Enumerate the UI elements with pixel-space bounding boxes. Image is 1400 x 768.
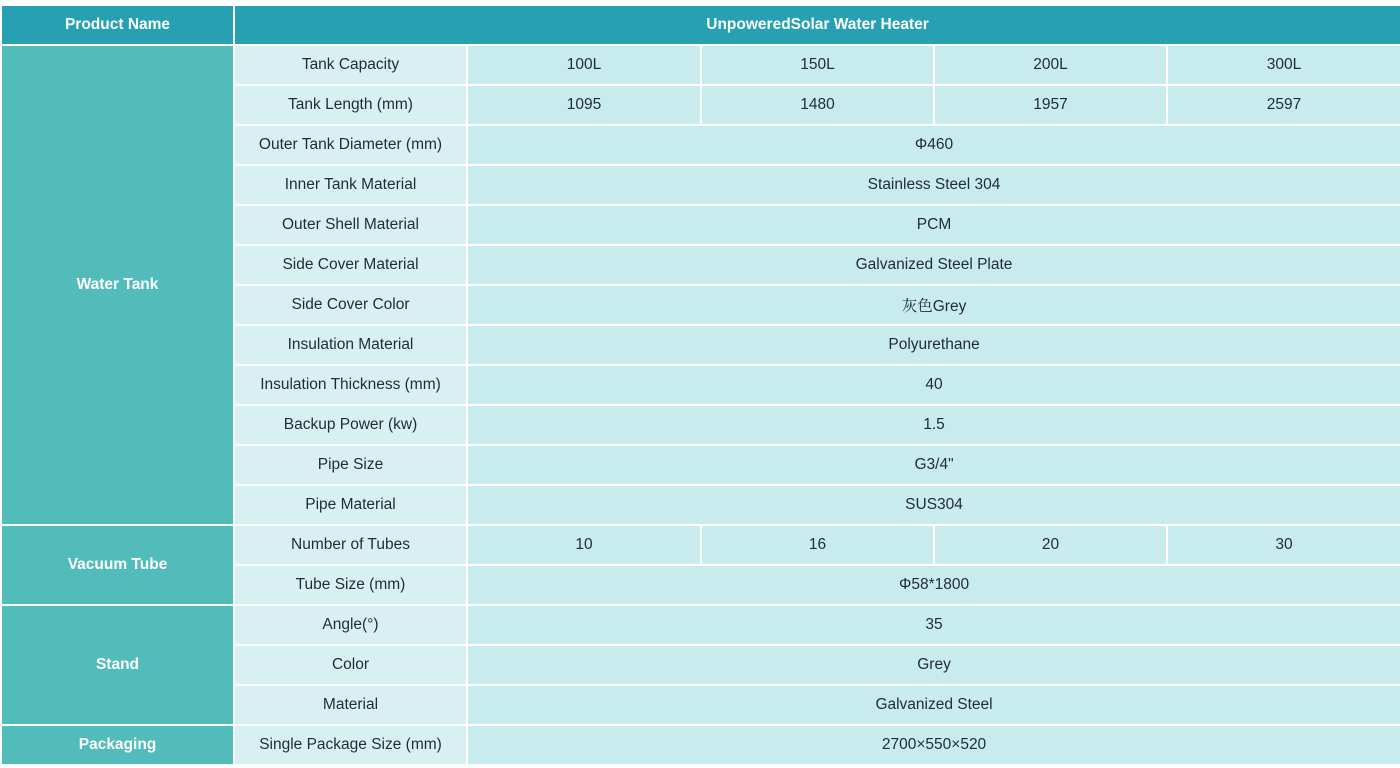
row-label: Side Cover Color xyxy=(234,285,467,325)
cell-value: 40 xyxy=(467,365,1400,405)
cell-value: 30 xyxy=(1167,525,1400,565)
cell-value: 1.5 xyxy=(467,405,1400,445)
cell-value: 1095 xyxy=(467,85,701,125)
cell-value: Stainless Steel 304 xyxy=(467,165,1400,205)
cell-value: Galvanized Steel Plate xyxy=(467,245,1400,285)
product-name-label: Product Name xyxy=(1,5,234,45)
product-name-value: UnpoweredSolar Water Heater xyxy=(234,5,1400,45)
row-label: Angle(°) xyxy=(234,605,467,645)
group-packaging: Packaging xyxy=(1,725,234,765)
row-label: Insulation Thickness (mm) xyxy=(234,365,467,405)
cell-value: 300L xyxy=(1167,45,1400,85)
cell-value: PCM xyxy=(467,205,1400,245)
table-row xyxy=(1,605,1400,645)
cell-value: 灰色Grey xyxy=(467,285,1400,325)
cell-value: 2597 xyxy=(1167,85,1400,125)
row-label: Tank Capacity xyxy=(234,45,467,85)
table-row xyxy=(1,45,1400,85)
cell-value: Φ460 xyxy=(467,125,1400,165)
row-label: Inner Tank Material xyxy=(234,165,467,205)
group-vacuum-tube: Vacuum Tube xyxy=(1,525,234,605)
group-water-tank: Water Tank xyxy=(1,45,234,525)
cell-value: Grey xyxy=(467,645,1400,685)
table-row xyxy=(1,725,1400,765)
cell-value: 1480 xyxy=(701,85,934,125)
row-label: Single Package Size (mm) xyxy=(234,725,467,765)
cell-value: 100L xyxy=(467,45,701,85)
cell-value: 200L xyxy=(934,45,1167,85)
cell-value: 10 xyxy=(467,525,701,565)
cell-value: G3/4" xyxy=(467,445,1400,485)
row-label: Pipe Material xyxy=(234,485,467,525)
row-label: Number of Tubes xyxy=(234,525,467,565)
cell-value: 16 xyxy=(701,525,934,565)
cell-value: SUS304 xyxy=(467,485,1400,525)
row-label: Outer Shell Material xyxy=(234,205,467,245)
cell-value: Polyurethane xyxy=(467,325,1400,365)
cell-value: Φ58*1800 xyxy=(467,565,1400,605)
cell-value: Galvanized Steel xyxy=(467,685,1400,725)
row-label: Material xyxy=(234,685,467,725)
row-label: Side Cover Material xyxy=(234,245,467,285)
cell-value: 20 xyxy=(934,525,1167,565)
cell-value: 35 xyxy=(467,605,1400,645)
row-label: Color xyxy=(234,645,467,685)
cell-value: 2700×550×520 xyxy=(467,725,1400,765)
row-label: Insulation Material xyxy=(234,325,467,365)
row-label: Backup Power (kw) xyxy=(234,405,467,445)
row-label: Tube Size (mm) xyxy=(234,565,467,605)
spec-table xyxy=(0,4,1400,766)
cell-value: 1957 xyxy=(934,85,1167,125)
row-label: Pipe Size xyxy=(234,445,467,485)
table-row xyxy=(1,525,1400,565)
cell-value: 150L xyxy=(701,45,934,85)
header-row xyxy=(1,5,1400,45)
row-label: Outer Tank Diameter (mm) xyxy=(234,125,467,165)
row-label: Tank Length (mm) xyxy=(234,85,467,125)
group-stand: Stand xyxy=(1,605,234,725)
